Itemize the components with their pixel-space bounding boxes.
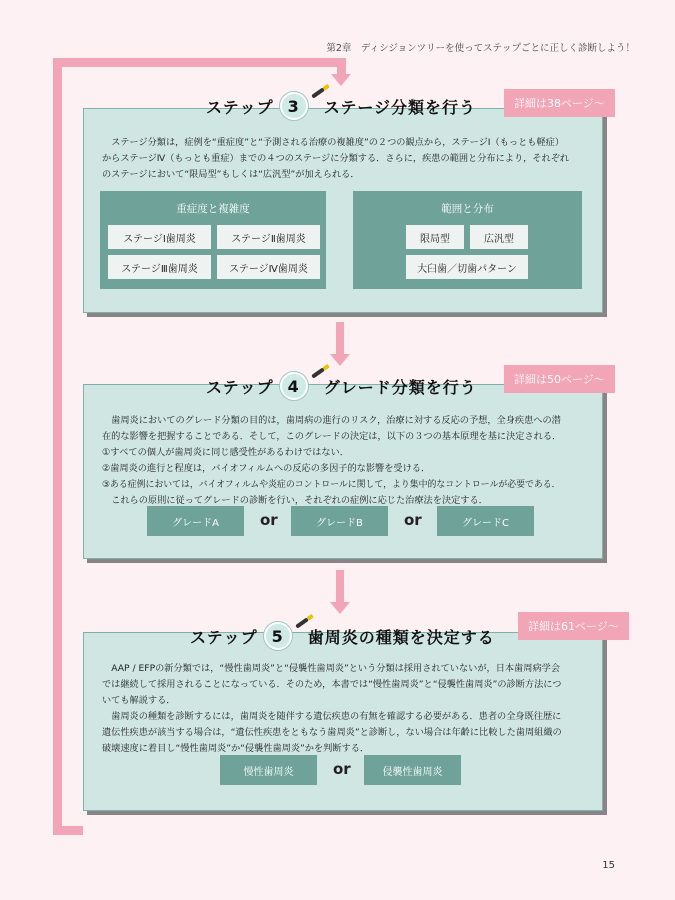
localized-chip: 限局型	[406, 225, 464, 249]
connector-down-3	[336, 570, 344, 604]
severity-panel-title: 重症度と複雑度	[176, 203, 250, 215]
step4-line-3: ①すべての個人が歯周炎に同じ感受性があるわけではない．	[102, 447, 349, 458]
step4-heading: グレード分類を行う	[323, 377, 477, 397]
chronic-periodontitis-option: 慢性歯周炎	[220, 755, 317, 785]
step3-heading: ステージ分類を行う	[323, 97, 477, 117]
or-label: or	[260, 511, 278, 529]
step5-heading: 歯周炎の種類を決定する	[307, 627, 495, 647]
magnifier-icon	[311, 87, 325, 98]
step4-ref-badge: 詳細は50ページ〜	[504, 365, 615, 393]
connector-down-2	[336, 322, 344, 356]
step5-paragraph	[102, 661, 588, 757]
step4-box	[83, 384, 603, 559]
step5-line-1: AAP / EFPの新分類では，“慢性歯周炎”と“侵襲性歯周炎”という分類は採用されていないが，日本歯周病学会	[111, 663, 561, 674]
step4-label: ステップ	[206, 377, 274, 397]
connector-top	[53, 58, 346, 67]
step4-title	[206, 372, 477, 400]
step5-line-2: では継続して採用されることになっている．そのため，本書では“慢性歯周炎”と“侵襲性歯周炎”の診断方法につ	[102, 679, 562, 690]
aggressive-periodontitis-option: 侵襲性歯周炎	[364, 755, 461, 785]
step3-box	[83, 108, 603, 313]
connector-bottom	[53, 826, 83, 835]
step5-number: 5	[264, 622, 292, 650]
step3-label: ステップ	[206, 97, 274, 117]
stage-3-chip: ステージⅢ歯周炎	[108, 255, 211, 279]
step3-title	[206, 92, 476, 120]
step5-box	[83, 632, 603, 811]
step4-line-6: これらの原則に従ってグレードの診断を行い，それぞれの症例に応じた治療法を決定する．	[111, 495, 488, 506]
step5-label: ステップ	[190, 627, 258, 647]
step3-line-1: ステージ分類は，症例を“重症度”と“予測される治療の複雑度”の２つの観点から，ステージⅠ（もっとも軽症）	[111, 137, 565, 148]
step4-line-4: ②歯周炎の進行と程度は，バイオフィルムへの反応の多因子的な影響を受ける．	[102, 463, 431, 474]
arrow-down-icon	[330, 354, 350, 366]
step3-line-3: のステージにおいて“限局型”もしくは“広汎型”が加えられる．	[102, 169, 360, 180]
step3-ref-badge: 詳細は38ページ〜	[504, 89, 615, 117]
stage-1-chip: ステージⅠ歯周炎	[108, 225, 211, 249]
generalized-chip: 広汎型	[470, 225, 528, 249]
step4-paragraph	[102, 413, 588, 509]
stage-4-chip: ステージⅣ歯周炎	[217, 255, 320, 279]
page-number: 15	[602, 860, 615, 871]
step5-line-5: 遺伝性疾患が該当する場合は，“遺伝性疾患をともなう歯周炎”と診断し，ない場合は年齢に比較した歯周組織の	[102, 727, 562, 738]
step3-number: 3	[280, 92, 308, 120]
magnifier-icon	[295, 617, 309, 628]
extent-panel	[353, 191, 582, 289]
arrow-down-icon	[330, 602, 350, 614]
chapter-header: 第2章 ディシジョンツリーを使ってステップごとに正しく診断しよう！	[326, 43, 635, 54]
or-label: or	[404, 511, 422, 529]
extent-panel-title: 範囲と分布	[441, 203, 494, 215]
molar-incisor-chip: 大臼歯／切歯パターン	[406, 255, 528, 279]
step5-ref-badge: 詳細は61ページ〜	[518, 612, 629, 640]
arrow-down-icon	[331, 74, 351, 86]
grade-b-option: グレードB	[291, 506, 388, 536]
step5-line-6: 破壊速度に着目し“慢性歯周炎”か“侵襲性歯周炎”かを判断する．	[102, 743, 370, 754]
step5-line-4: 歯周炎の種類を診断するには，歯周炎を随伴する遺伝疾患の有無を確認する必要がある．患者の全身既往歴に	[111, 711, 562, 722]
connector-down-1	[337, 58, 346, 75]
step3-paragraph	[102, 135, 588, 183]
magnifier-icon	[311, 367, 325, 378]
step4-line-1: 歯周炎においてのグレード分類の目的は，歯周病の進行のリスク，治療に対する反応の予想，全身疾患への潜	[111, 415, 561, 426]
step5-title	[190, 622, 495, 650]
stage-2-chip: ステージⅡ歯周炎	[217, 225, 320, 249]
grade-c-option: グレードC	[437, 506, 534, 536]
or-label: or	[333, 760, 351, 778]
step5-line-3: いても解説する．	[102, 695, 176, 706]
step4-line-5: ③ある症例においては，バイオフィルムや炎症のコントロールに関して，より集中的なコントロールが必要である．	[102, 480, 561, 490]
severity-panel	[100, 191, 326, 289]
step3-line-2: からステージⅣ（もっとも重症）までの４つのステージに分類する．さらに，疾患の範囲と分布により，それぞれ	[102, 153, 570, 164]
connector-left	[53, 58, 62, 835]
step4-number: 4	[280, 372, 308, 400]
grade-a-option: グレードA	[147, 506, 244, 536]
step4-line-2: 在的な影響を把握することである．そして，このグレードの決定は，以下の３つの基本原理を基に決定される．	[102, 431, 562, 442]
